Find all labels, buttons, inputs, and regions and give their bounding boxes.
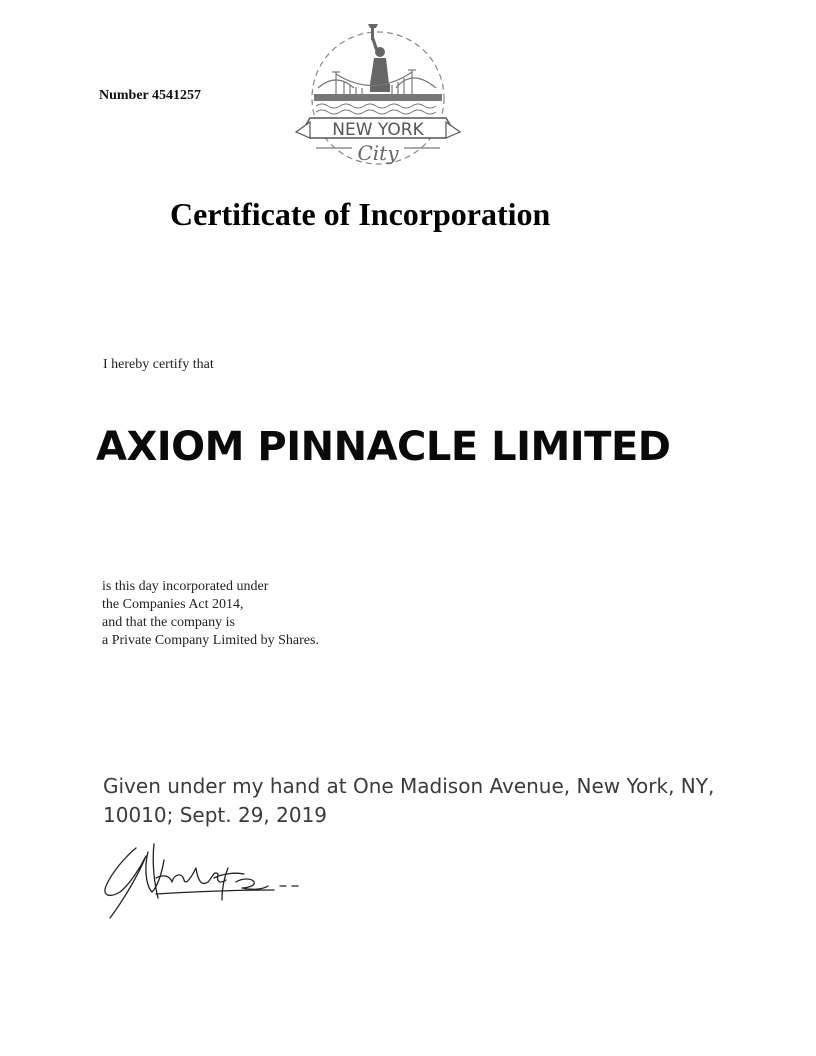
statue-of-liberty-icon <box>368 24 390 92</box>
company-name: AXIOM PINNACLE LIMITED <box>96 424 671 470</box>
certificate-number: Number 4541257 <box>99 88 202 103</box>
given-line: 10010; Sept. 29, 2019 <box>103 803 328 827</box>
incorporation-statement <box>102 578 319 650</box>
svg-text:City: City <box>357 141 399 165</box>
svg-text:NEW YORK: NEW YORK <box>332 120 424 140</box>
page-title: Certificate of Incorporation <box>170 196 551 232</box>
new-york-city-seal <box>292 22 464 182</box>
given-line: Given under my hand at One Madison Avenue, New York, NY, <box>103 774 715 798</box>
statement-line: and that the company is <box>102 615 235 630</box>
given-under-hand-statement <box>103 772 723 830</box>
statement-line: is this day incorporated under <box>102 579 269 594</box>
certify-intro: I hereby certify that <box>103 357 214 372</box>
handwritten-signature <box>96 838 310 922</box>
statement-line: a Private Company Limited by Shares. <box>102 633 319 648</box>
statement-line: the Companies Act 2014, <box>102 597 244 612</box>
